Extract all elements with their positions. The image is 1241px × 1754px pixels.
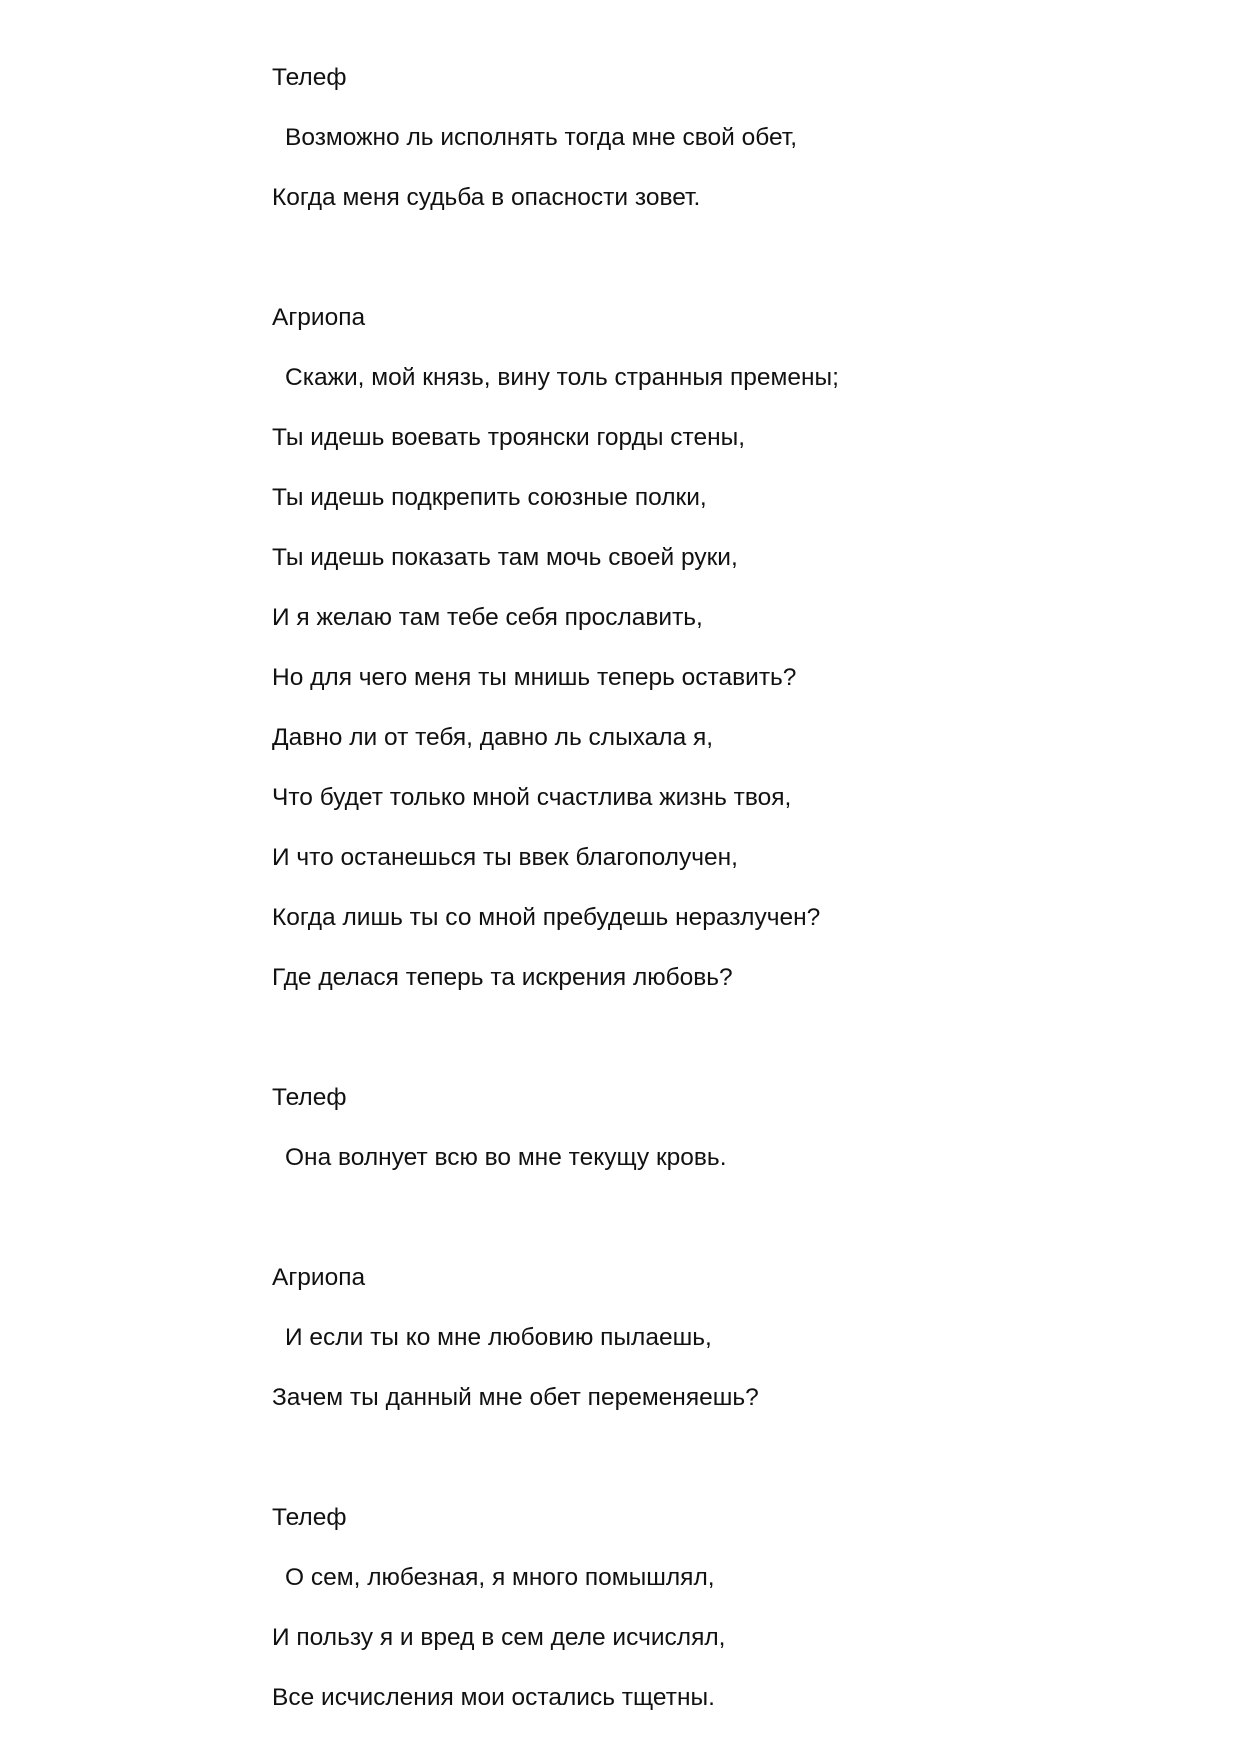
verse-line: Ты идешь воевать троянски горды стены, [272, 424, 746, 451]
verse-line: Давно ли от тебя, давно ль слыхала я, [272, 724, 714, 751]
verse-line: Где делася теперь та искрения любовь? [272, 964, 733, 991]
verse-line: Когда меня судьба в опасности зовет. [272, 184, 701, 211]
speaker-name: Телеф [272, 64, 347, 91]
verse-line: Возможно ль исполнять тогда мне свой обет, [285, 124, 798, 151]
verse-line: Но для чего меня ты мнишь теперь оставить? [272, 664, 797, 691]
verse-line: Она волнует всю во мне текущу кровь. [285, 1144, 727, 1171]
verse-line: Когда лишь ты со мной пребудешь неразлучен? [272, 904, 821, 931]
speaker-name: Телеф [272, 1504, 347, 1531]
verse-line: Все исчисления мои остались тщетны. [272, 1684, 715, 1711]
verse-line: И что останешься ты ввек благополучен, [272, 844, 738, 871]
verse-line: Что будет только мной счастлива жизнь твоя, [272, 784, 792, 811]
verse-line: И пользу я и вред в сем деле исчислял, [272, 1624, 726, 1651]
verse-line: Ты идешь показать там мочь своей руки, [272, 544, 738, 571]
verse-line: И если ты ко мне любовию пылаешь, [285, 1324, 712, 1351]
verse-line: Скажи, мой князь, вину толь странныя премены; [285, 364, 839, 391]
speaker-name: Телеф [272, 1084, 347, 1111]
speaker-name: Агриопа [272, 304, 366, 331]
verse-line: О сем, любезная, я много помышлял, [285, 1564, 715, 1591]
speaker-name: Агриопа [272, 1264, 366, 1291]
verse-line: Зачем ты данный мне обет переменяешь? [272, 1384, 759, 1411]
verse-line: Ты идешь подкрепить союзные полки, [272, 484, 707, 511]
verse-line: И я желаю там тебе себя прославить, [272, 604, 703, 631]
